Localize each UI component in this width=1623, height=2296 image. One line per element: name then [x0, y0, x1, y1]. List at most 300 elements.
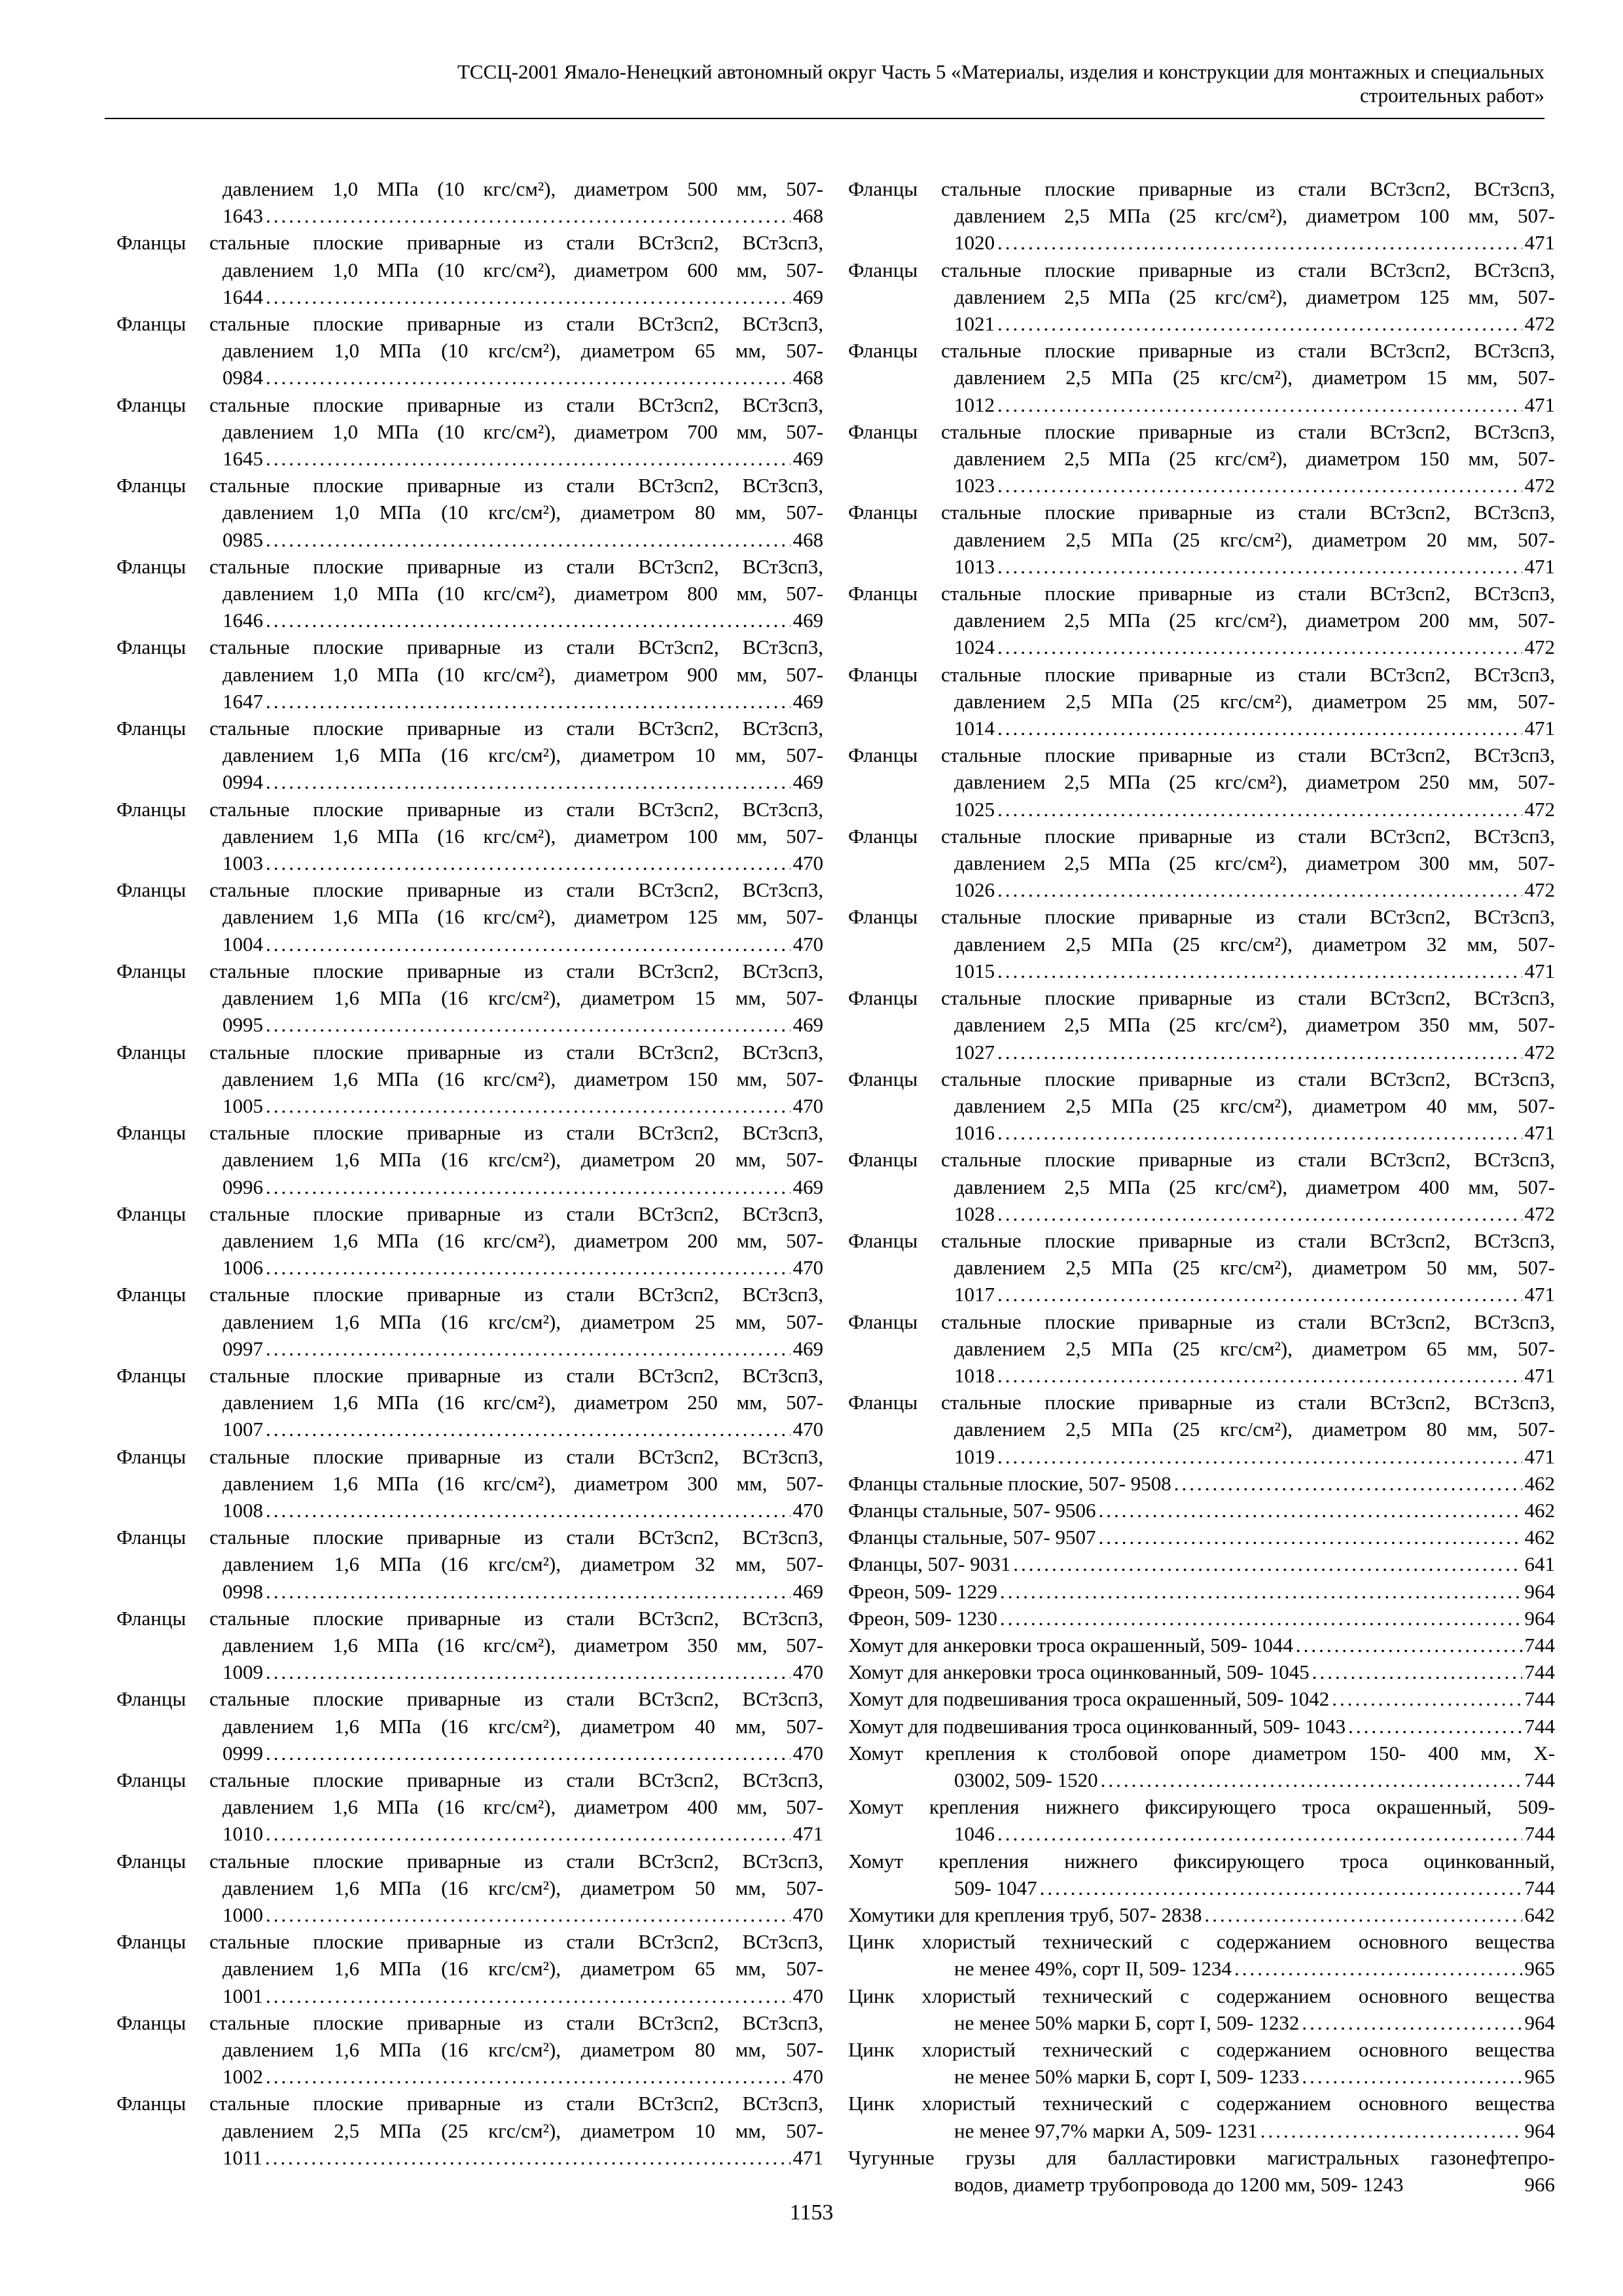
- entry-code: 509- 1047: [954, 1876, 1037, 1899]
- entry-page-number: 470: [793, 932, 823, 956]
- entry-code: не менее 50% марки Б, сорт I, 509- 1233: [954, 2065, 1300, 2089]
- entry-code: Фланцы стальные, 507- 9507: [848, 1526, 1096, 1549]
- leader-dots: [266, 931, 791, 958]
- entry-page-number: 469: [793, 689, 823, 713]
- leader-dots: [266, 1011, 791, 1038]
- entry-code: не менее 49%, сорт II, 509- 1234: [954, 1957, 1232, 1981]
- entry-code: 1006: [223, 1256, 263, 1280]
- entry-continuation-line: давлением 1,6 МПа (16 кгс/см²), диаметром 32 мм, 507-: [223, 1552, 823, 1576]
- entry-code: 0995: [223, 1013, 263, 1037]
- leader-dots: [1302, 2063, 1522, 2090]
- entry-page-number: 471: [1524, 1121, 1555, 1145]
- index-entry: [116, 1119, 823, 1200]
- entry-first-line: Фланцы стальные плоские приварные из стали ВСт3сп2, ВСт3сп3,: [116, 312, 823, 336]
- entry-page-number: 472: [1524, 797, 1555, 821]
- index-entry: [848, 1740, 1555, 1793]
- entry-code: 1007: [223, 1418, 263, 1441]
- leader-dots: [997, 391, 1522, 418]
- entry-first-line: Хомут крепления нижнего фиксирующего троса оцинкованный,: [848, 1849, 1555, 1873]
- entry-first-line: Фланцы стальные плоские приварные из стали ВСт3сп2, ВСт3сп3,: [848, 177, 1555, 200]
- entry-page-number: 470: [793, 1418, 823, 1441]
- index-entry: [116, 472, 823, 553]
- entry-first-line: Фланцы стальные плоские приварные из стали ВСт3сп2, ВСт3сп3,: [116, 1040, 823, 1064]
- entry-continuation-line: давлением 1,0 МПа (10 кгс/см²), диаметром 900 мм, 507-: [223, 662, 823, 686]
- entry-first-line: Фланцы стальные плоские приварные из стали ВСт3сп2, ВСт3сп3,: [848, 339, 1555, 363]
- entry-continuation-line: давлением 1,6 МПа (16 кгс/см²), диаметром 65 мм, 507-: [223, 1957, 823, 1981]
- entry-last-line: [848, 2063, 1555, 2090]
- index-entry: [116, 715, 823, 796]
- index-entry: [116, 1200, 823, 1282]
- entry-first-line: Фланцы стальные плоские приварные из стали ВСт3сп2, ВСт3сп3,: [116, 1768, 823, 1791]
- entry-last-line: [848, 634, 1555, 660]
- entry-continuation-line: давлением 2,5 МПа (25 кгс/см²), диаметром 80 мм, 507-: [954, 1418, 1555, 1441]
- index-entry: [116, 2090, 823, 2171]
- entry-code: 1014: [954, 717, 995, 740]
- entry-page-number: 471: [1524, 1283, 1555, 1306]
- index-entry: [116, 1685, 823, 1767]
- index-entry: [848, 1146, 1555, 1227]
- leader-dots: [997, 1119, 1522, 1146]
- entry-continuation-line: давлением 2,5 МПа (25 кгс/см²), диаметром 150 мм, 507-: [954, 447, 1555, 471]
- entry-code: 1008: [223, 1498, 263, 1522]
- index-entry: [848, 1901, 1555, 1928]
- entry-last-line: [116, 1901, 823, 1928]
- entry-last-line: [116, 1416, 823, 1443]
- entry-last-line: [848, 796, 1555, 823]
- index-entry: [848, 1308, 1555, 1390]
- index-entry: [848, 1793, 1555, 1847]
- leader-dots: [997, 1281, 1522, 1308]
- entry-code: 0997: [223, 1336, 263, 1360]
- entry-last-line: [848, 553, 1555, 580]
- entry-page-number: 744: [1524, 1660, 1555, 1684]
- entry-last-line: [116, 2144, 823, 2171]
- entry-code: 1004: [223, 932, 263, 956]
- leader-dots: [266, 1092, 791, 1119]
- entry-last-line: [848, 1362, 1555, 1389]
- entry-first-line: Фланцы стальные плоские приварные из стали ВСт3сп2, ВСт3сп3,: [116, 1202, 823, 1225]
- leader-dots: [997, 634, 1522, 660]
- header-rule: [105, 118, 1544, 119]
- entry-first-line: Фланцы стальные плоские приварные из стали ВСт3сп2, ВСт3сп3,: [116, 959, 823, 982]
- entry-page-number: 470: [793, 852, 823, 875]
- entry-continuation-line: давлением 1,6 МПа (16 кгс/см²), диаметром 40 мм, 507-: [223, 1714, 823, 1738]
- entry-page-number: 744: [1524, 1633, 1555, 1657]
- entry-page-number: 469: [793, 285, 823, 308]
- entry-last-line: [848, 1200, 1555, 1227]
- index-entry: [848, 1713, 1555, 1740]
- entry-code: водов, диаметр трубопровода до 1200 мм, 509- 1243: [954, 2173, 1404, 2197]
- entry-last-line: [116, 1982, 823, 2009]
- entry-page-number: 472: [1524, 474, 1555, 497]
- entry-last-line: [116, 202, 823, 229]
- entry-first-line: Цинк хлористый технический с содержанием основного вещества: [848, 2092, 1555, 2115]
- entry-first-line: Фланцы стальные плоские приварные из стали ВСт3сп2, ВСт3сп3,: [116, 554, 823, 578]
- index-entry: [116, 391, 823, 473]
- index-entry: [848, 1659, 1555, 1685]
- entry-page-number: 471: [1524, 1363, 1555, 1387]
- entry-page-number: 966: [1524, 2173, 1555, 2197]
- entry-last-line: [116, 1254, 823, 1281]
- entry-page-number: 472: [1524, 312, 1555, 336]
- entry-first-line: Фланцы стальные плоские приварные из стали ВСт3сп2, ВСт3сп3,: [848, 501, 1555, 524]
- index-entry: [848, 742, 1555, 823]
- entry-code: 1020: [954, 231, 995, 255]
- leader-dots: [266, 1335, 791, 1362]
- entry-page-number: 471: [793, 2145, 823, 2169]
- index-entry: [848, 1470, 1555, 1497]
- entry-continuation-line: давлением 1,6 МПа (16 кгс/см²), диаметром 25 мм, 507-: [223, 1310, 823, 1333]
- index-entry: [848, 175, 1555, 257]
- entry-page-number: 471: [793, 1822, 823, 1846]
- leader-dots: [997, 1820, 1522, 1847]
- entry-code: 1023: [954, 474, 995, 497]
- entry-page-number: 471: [1524, 959, 1555, 982]
- entry-first-line: Фланцы стальные плоские приварные из стали ВСт3сп2, ВСт3сп3,: [848, 986, 1555, 1010]
- index-entry: [116, 2009, 823, 2090]
- leader-dots: [266, 1497, 791, 1524]
- leader-dots: [266, 1740, 791, 1767]
- entry-continuation-line: давлением 1,0 МПа (10 кгс/см²), диаметром 800 мм, 507-: [223, 582, 823, 605]
- entry-first-line: Фланцы стальные плоские приварные из стали ВСт3сп2, ВСт3сп3,: [116, 1444, 823, 1468]
- entry-continuation-line: давлением 1,6 МПа (16 кгс/см²), диаметром 80 мм, 507-: [223, 2038, 823, 2062]
- leader-dots: [266, 768, 791, 795]
- entry-page-number: 469: [793, 447, 823, 471]
- entry-last-line: [848, 1820, 1555, 1847]
- entry-page-number: 965: [1524, 1957, 1555, 1981]
- index-entry: [848, 580, 1555, 661]
- entry-first-line: Фланцы стальные плоские приварные из стали ВСт3сп2, ВСт3сп3,: [116, 1687, 823, 1711]
- entry-page-number: 472: [1524, 1202, 1555, 1225]
- index-entry: [848, 1848, 1555, 1901]
- entry-page-number: 468: [793, 204, 823, 228]
- entry-page-number: 470: [793, 1660, 823, 1684]
- entry-code: Фреон, 509- 1229: [848, 1579, 997, 1603]
- entry-last-line: [116, 1820, 823, 1847]
- entry-last-line: [116, 1335, 823, 1362]
- entry-continuation-line: давлением 2,5 МПа (25 кгс/см²), диаметром 100 мм, 507-: [954, 204, 1555, 228]
- entry-code: 03002, 509- 1520: [954, 1768, 1098, 1791]
- entry-continuation-line: давлением 1,6 МПа (16 кгс/см²), диаметром 250 мм, 507-: [223, 1391, 823, 1414]
- entry-page-number: 462: [1524, 1471, 1555, 1495]
- index-entry: [116, 1281, 823, 1362]
- entry-page-number: 472: [1524, 878, 1555, 902]
- entry-continuation-line: давлением 2,5 МПа (25 кгс/см²), диаметром 300 мм, 507-: [954, 852, 1555, 875]
- entry-page-number: 470: [793, 1256, 823, 1280]
- entry-code: 1011: [223, 2145, 262, 2169]
- entry-code: 1001: [223, 1984, 263, 2007]
- entry-first-line: Фланцы стальные плоские приварные из стали ВСт3сп2, ВСт3сп3,: [848, 258, 1555, 281]
- entry-last-line: [116, 1092, 823, 1119]
- entry-code: 1013: [954, 554, 995, 578]
- entry-first-line: Фланцы стальные плоские приварные из стали ВСт3сп2, ВСт3сп3,: [848, 1229, 1555, 1252]
- entry-code: 1019: [954, 1444, 995, 1468]
- entry-first-line: Фланцы стальные плоские приварные из стали ВСт3сп2, ВСт3сп3,: [116, 231, 823, 255]
- entry-first-line: Фланцы стальные плоские приварные из стали ВСт3сп2, ВСт3сп3,: [116, 1606, 823, 1630]
- entry-last-line: [116, 1011, 823, 1038]
- entry-page-number: 744: [1524, 1687, 1555, 1711]
- entry-code: Фланцы стальные, 507- 9506: [848, 1498, 1096, 1522]
- entry-code: 0984: [223, 366, 263, 389]
- entry-first-line: Фланцы стальные плоские приварные из стали ВСт3сп2, ВСт3сп3,: [848, 420, 1555, 443]
- leader-dots: [1174, 1470, 1522, 1497]
- entry-last-line: [848, 1578, 1555, 1605]
- entry-page-number: 470: [793, 1094, 823, 1117]
- entry-page-number: 470: [793, 1498, 823, 1522]
- entry-page-number: 469: [793, 609, 823, 632]
- entry-code: Фланцы, 507- 9031: [848, 1552, 1011, 1576]
- entry-code: Хомут для анкеровки троса окрашенный, 509- 1044: [848, 1633, 1293, 1657]
- entry-code: Хомутики для крепления труб, 507- 2838: [848, 1903, 1202, 1926]
- entry-first-line: Фланцы стальные плоские приварные из стали ВСт3сп2, ВСт3сп3,: [116, 1930, 823, 1954]
- entry-last-line: [116, 283, 823, 310]
- index-entry: [848, 1928, 1555, 1982]
- entry-first-line: Фланцы стальные плоские приварные из стали ВСт3сп2, ВСт3сп3,: [848, 582, 1555, 605]
- index-entry: [848, 1578, 1555, 1605]
- index-entry: [848, 1685, 1555, 1712]
- entry-continuation-line: давлением 2,5 МПа (25 кгс/см²), диаметром 25 мм, 507-: [954, 689, 1555, 713]
- leader-dots: [997, 796, 1522, 823]
- leader-dots: [1000, 1578, 1522, 1605]
- entry-code: 1003: [223, 852, 263, 875]
- entry-code: Фланцы стальные плоские, 507- 9508: [848, 1471, 1171, 1495]
- index-entry: [116, 553, 823, 634]
- entry-continuation-line: давлением 2,5 МПа (25 кгс/см²), диаметром 50 мм, 507-: [954, 1256, 1555, 1280]
- entry-continuation-line: давлением 1,0 МПа (10 кгс/см²), диаметром 600 мм, 507-: [223, 258, 823, 281]
- index-entry: [848, 1066, 1555, 1147]
- entry-last-line: [848, 2171, 1555, 2198]
- index-entry: [848, 1632, 1555, 1659]
- entry-page-number: 462: [1524, 1498, 1555, 1522]
- entry-continuation-line: давлением 2,5 МПа (25 кгс/см²), диаметром 40 мм, 507-: [954, 1094, 1555, 1117]
- leader-dots: [266, 1416, 791, 1443]
- entry-first-line: Фланцы стальные плоские приварные из стали ВСт3сп2, ВСт3сп3,: [116, 636, 823, 659]
- index-entry: [848, 337, 1555, 418]
- index-entry: [848, 1389, 1555, 1470]
- entry-last-line: [848, 2009, 1555, 2036]
- leader-dots: [997, 715, 1522, 742]
- entry-first-line: Фланцы стальные плоские приварные из стали ВСт3сп2, ВСт3сп3,: [116, 1849, 823, 1873]
- leader-dots: [997, 958, 1522, 984]
- entry-last-line: [848, 229, 1555, 256]
- entry-code: не менее 97,7% марки А, 509- 1231: [954, 2119, 1258, 2142]
- entry-code: 1002: [223, 2065, 263, 2089]
- leader-dots: [997, 229, 1522, 256]
- entry-last-line: [848, 1767, 1555, 1793]
- entry-last-line: [848, 1632, 1555, 1659]
- entry-code: 1012: [954, 393, 995, 416]
- entry-page-number: 472: [1524, 636, 1555, 659]
- entry-continuation-line: давлением 1,6 МПа (16 кгс/см²), диаметром 200 мм, 507-: [223, 1229, 823, 1252]
- entry-last-line: [848, 1874, 1555, 1901]
- index-entry: [848, 903, 1555, 984]
- leader-dots: [266, 283, 791, 310]
- entry-page-number: 469: [793, 1013, 823, 1037]
- entry-continuation-line: давлением 1,6 МПа (16 кгс/см²), диаметром 50 мм, 507-: [223, 1876, 823, 1899]
- leader-dots: [1040, 1874, 1522, 1901]
- entry-last-line: [848, 1659, 1555, 1685]
- entry-page-number: 641: [1524, 1552, 1555, 1576]
- leader-dots: [1312, 1659, 1522, 1685]
- index-entry: [848, 418, 1555, 499]
- entry-page-number: 471: [1524, 1444, 1555, 1468]
- entry-page-number: 468: [793, 366, 823, 389]
- entry-code: 0999: [223, 1741, 263, 1765]
- entry-code: 1645: [223, 447, 263, 471]
- index-entry: [848, 1497, 1555, 1524]
- leader-dots: [997, 876, 1522, 903]
- entry-code: 1016: [954, 1121, 995, 1145]
- entry-first-line: Фланцы стальные плоские приварные из стали ВСт3сп2, ВСт3сп3,: [848, 1067, 1555, 1090]
- entry-code: 1017: [954, 1283, 995, 1306]
- entry-first-line: Фланцы стальные плоские приварные из стали ВСт3сп2, ВСт3сп3,: [116, 474, 823, 497]
- leader-dots: [997, 553, 1522, 580]
- index-column-right: [848, 175, 1555, 2198]
- entry-first-line: Фланцы стальные плоские приварные из стали ВСт3сп2, ВСт3сп3,: [848, 662, 1555, 686]
- index-entry: [848, 257, 1555, 338]
- entry-last-line: [116, 1659, 823, 1685]
- index-entry: [848, 661, 1555, 742]
- header-line-1: ТССЦ-2001 Ямало-Ненецкий автономный округ Часть 5 «Материалы, изделия и конструкции для монтажных и специальных: [457, 60, 1544, 83]
- entry-last-line: [116, 931, 823, 958]
- index-entry: [848, 984, 1555, 1066]
- leader-dots: [266, 1901, 791, 1928]
- entry-last-line: [116, 526, 823, 553]
- index-entry: [116, 634, 823, 715]
- index-entry: [116, 1524, 823, 1605]
- entry-continuation-line: давлением 1,6 МПа (16 кгс/см²), диаметром 100 мм, 507-: [223, 824, 823, 848]
- index-entry: [116, 310, 823, 391]
- entry-page-number: 964: [1524, 2119, 1555, 2142]
- entry-first-line: Хомут крепления к столбовой опоре диаметром 150- 400 мм, Х-: [848, 1741, 1555, 1765]
- entry-first-line: Фланцы стальные плоские приварные из стали ВСт3сп2, ВСт3сп3,: [116, 1283, 823, 1306]
- entry-last-line: [848, 310, 1555, 337]
- entry-continuation-line: давлением 1,6 МПа (16 кгс/см²), диаметром 15 мм, 507-: [223, 986, 823, 1010]
- entry-first-line: Фланцы стальные плоские приварные из стали ВСт3сп2, ВСт3сп3,: [848, 1148, 1555, 1172]
- index-entry: [848, 1982, 1555, 2036]
- entry-continuation-line: давлением 2,5 МПа (25 кгс/см²), диаметром 250 мм, 507-: [954, 770, 1555, 794]
- entry-code: 1025: [954, 797, 995, 821]
- index-entry: [116, 958, 823, 1039]
- entry-last-line: [848, 1119, 1555, 1146]
- entry-code: Хомут для анкеровки троса оцинкованный, 509- 1045: [848, 1660, 1310, 1684]
- entry-first-line: Фланцы стальные плоские приварные из стали ВСт3сп2, ВСт3сп3,: [848, 824, 1555, 848]
- entry-first-line: Фланцы стальные плоские приварные из стали ВСт3сп2, ВСт3сп3,: [116, 797, 823, 821]
- entry-last-line: [848, 958, 1555, 984]
- entry-code: 0985: [223, 528, 263, 551]
- leader-dots: [266, 607, 791, 634]
- entry-page-number: 642: [1524, 1903, 1555, 1926]
- entry-first-line: Фланцы стальные плоские приварные из стали ВСт3сп2, ВСт3сп3,: [116, 878, 823, 902]
- entry-last-line: [848, 1470, 1555, 1497]
- entry-last-line: [848, 1281, 1555, 1308]
- leader-dots: [1302, 2009, 1522, 2036]
- leader-dots: [266, 2063, 791, 2090]
- leader-dots: [266, 202, 791, 229]
- entry-last-line: [848, 1605, 1555, 1632]
- entry-continuation-line: давлением 2,5 МПа (25 кгс/см²), диаметром 125 мм, 507-: [954, 285, 1555, 308]
- page-number: 1153: [789, 2200, 834, 2225]
- entry-first-line: Фланцы стальные плоские приварные из стали ВСт3сп2, ВСт3сп3,: [116, 1121, 823, 1145]
- index-entry: [848, 2036, 1555, 2090]
- leader-dots: [1234, 1955, 1522, 1982]
- entry-continuation-line: давлением 2,5 МПа (25 кгс/см²), диаметром 32 мм, 507-: [954, 932, 1555, 956]
- entry-first-line: Фланцы стальные плоские приварные из стали ВСт3сп2, ВСт3сп3,: [848, 1391, 1555, 1414]
- entry-code: 1646: [223, 609, 263, 632]
- leader-dots: [997, 1039, 1522, 1066]
- entry-page-number: 744: [1524, 1822, 1555, 1846]
- entry-first-line: Фланцы стальные плоские приварные из стали ВСт3сп2, ВСт3сп3,: [116, 2092, 823, 2115]
- leader-dots: [1000, 1605, 1522, 1632]
- entry-first-line: Фланцы стальные плоские приварные из стали ВСт3сп2, ВСт3сп3,: [116, 2011, 823, 2034]
- entry-code: 1028: [954, 1202, 995, 1225]
- entry-continuation-line: давлением 2,5 МПа (25 кгс/см²), диаметром 15 мм, 507-: [954, 366, 1555, 389]
- leader-dots: [266, 850, 791, 876]
- entry-first-line: Фланцы стальные плоские приварные из стали ВСт3сп2, ВСт3сп3,: [116, 393, 823, 416]
- entry-first-line: Цинк хлористый технический с содержанием основного вещества: [848, 2038, 1555, 2062]
- index-entry: [116, 175, 823, 229]
- leader-dots: [1260, 2117, 1522, 2144]
- leader-dots: [1101, 1767, 1522, 1793]
- entry-code: 0996: [223, 1175, 263, 1198]
- entry-last-line: [116, 2063, 823, 2090]
- entry-continuation-line: давлением 1,0 МПа (10 кгс/см²), диаметром 65 мм, 507-: [223, 339, 823, 363]
- entry-code: не менее 50% марки Б, сорт I, 509- 1232: [954, 2011, 1300, 2034]
- leader-dots: [266, 526, 791, 553]
- entry-continuation-line: давлением 1,6 МПа (16 кгс/см²), диаметром 350 мм, 507-: [223, 1633, 823, 1657]
- entry-page-number: 469: [793, 1579, 823, 1603]
- entry-page-number: 470: [793, 1903, 823, 1926]
- entry-continuation-line: давлением 2,5 МПа (25 кгс/см²), диаметром 400 мм, 507-: [954, 1175, 1555, 1198]
- entry-code: Фреон, 509- 1230: [848, 1606, 997, 1630]
- index-entry: [116, 1039, 823, 1120]
- index-entry: [848, 1551, 1555, 1577]
- entry-last-line: [848, 1443, 1555, 1470]
- entry-last-line: [848, 1497, 1555, 1524]
- leader-dots: [997, 310, 1522, 337]
- index-entry: [116, 1443, 823, 1524]
- entry-code: 1018: [954, 1363, 995, 1387]
- entry-page-number: 471: [1524, 554, 1555, 578]
- index-entry: [116, 1848, 823, 1929]
- entry-last-line: [116, 850, 823, 876]
- leader-dots: [1296, 1632, 1522, 1659]
- entry-continuation-line: давлением 1,0 МПа (10 кгс/см²), диаметром 80 мм, 507-: [223, 501, 823, 524]
- entry-last-line: [116, 1174, 823, 1200]
- entry-code: 1015: [954, 959, 995, 982]
- page-header: [105, 60, 1544, 107]
- entry-page-number: 468: [793, 528, 823, 551]
- entry-code: 0994: [223, 770, 263, 794]
- leader-dots: [266, 1820, 791, 1847]
- entry-continuation-line: давлением 1,0 МПа (10 кгс/см²), диаметром 700 мм, 507-: [223, 420, 823, 443]
- entry-last-line: [848, 876, 1555, 903]
- entry-continuation-line: давлением 1,0 МПа (10 кгс/см²), диаметром 500 мм, 507-: [223, 177, 823, 200]
- entry-code: 1005: [223, 1094, 263, 1117]
- entry-continuation-line: давлением 1,6 МПа (16 кгс/см²), диаметром 150 мм, 507-: [223, 1067, 823, 1090]
- entry-last-line: [116, 445, 823, 472]
- leader-dots: [266, 1254, 791, 1281]
- entry-continuation-line: давлением 1,6 МПа (16 кгс/см²), диаметром 10 мм, 507-: [223, 744, 823, 767]
- index-entry: [848, 1227, 1555, 1308]
- index-entry: [116, 1928, 823, 2009]
- leader-dots: [266, 688, 791, 715]
- entry-code: 0998: [223, 1579, 263, 1603]
- entry-code: Хомут для подвешивания троса окрашенный, 509- 1042: [848, 1687, 1330, 1711]
- index-entry: [116, 1605, 823, 1686]
- entry-last-line: [116, 607, 823, 634]
- index-entry: [116, 876, 823, 958]
